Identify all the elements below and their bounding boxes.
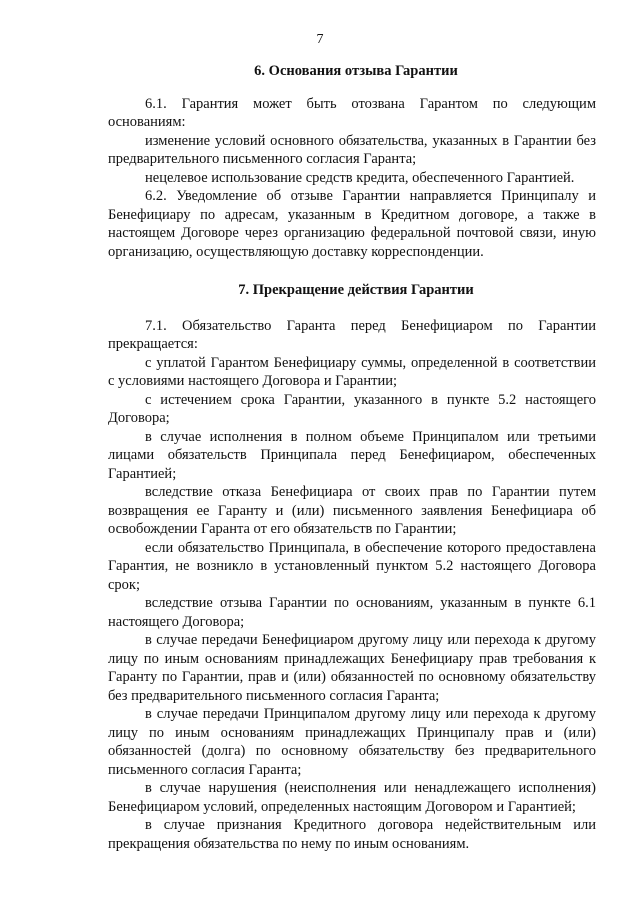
paragraph: вследствие отказа Бенефициара от своих прав по Гарантии путем возвращения ее Гаранту и (или) письменного заявления Бенефициара об освобождении Гаранта от его обязательств по Гарантии;	[108, 484, 596, 537]
document-body	[108, 62, 596, 853]
paragraph: 6.1. Гарантия может быть отозвана Гарантом по следующим основаниям:	[108, 95, 596, 130]
paragraph: вследствие отзыва Гарантии по основаниям, указанным в пункте 6.1 настоящего Договора;	[108, 595, 596, 630]
paragraph: в случае передачи Бенефициаром другому лицу или перехода к другому лицу по иным основаниям принадлежащих Бенефициару прав требования к Гаранту по Гарантии, прав и (или) обязанностей по основному обязательству без предварительного письменного согласия Гаранта;	[108, 632, 596, 704]
paragraph: в случае признания Кредитного договора недействительным или прекращения обязательства по нему по иным основаниям.	[108, 817, 596, 852]
paragraph: изменение условий основного обязательства, указанных в Гарантии без предварительного письменного согласия Гаранта;	[108, 132, 596, 167]
section-6-heading: 6. Основания отзыва Гарантии	[254, 63, 458, 79]
paragraph: в случае нарушения (неисполнения или ненадлежащего исполнения) Бенефициаром условий, определенных настоящим Договором и Гарантией;	[108, 780, 596, 815]
paragraph: с уплатой Гарантом Бенефициару суммы, определенной в соответствии с условиями настоящего Договора и Гарантии;	[108, 354, 596, 389]
paragraph: 7.1. Обязательство Гаранта перед Бенефициаром по Гарантии прекращается:	[108, 317, 596, 352]
paragraph: в случае исполнения в полном объеме Принципалом или третьими лицами обязательств Принципала перед Бенефициаром, обеспеченных Гарантией;	[108, 428, 596, 482]
section-7-heading: 7. Прекращение действия Гарантии	[238, 282, 474, 298]
paragraph: 6.2. Уведомление об отзыве Гарантии направляется Принципалу и Бенефициару по адресам, указанным в Кредитном договоре, а также в настоящем Договоре через организацию федеральной почтовой связи, иную организацию, осуществляющую доставку корреспонденции.	[108, 188, 596, 260]
paragraph: если обязательство Принципала, в обеспечение которого предоставлена Гарантия, не возникло в установленный пунктом 5.2 настоящего Договора срок;	[108, 539, 596, 593]
section-6-body	[108, 95, 596, 262]
paragraph: в случае передачи Принципалом другому лицу или перехода к другому лицу по иным основаниям принадлежащих Принципалу прав и (или) обязанностей (долга) по основному обязательству без предварительного письменного согласия Гаранта;	[108, 706, 596, 778]
page-number: 7	[316, 32, 324, 47]
paragraph: нецелевое использование средств кредита, обеспеченного Гарантией.	[145, 169, 575, 186]
paragraph: с истечением срока Гарантии, указанного в пункте 5.2 настоящего Договора;	[108, 391, 596, 426]
section-7-body	[108, 317, 596, 854]
